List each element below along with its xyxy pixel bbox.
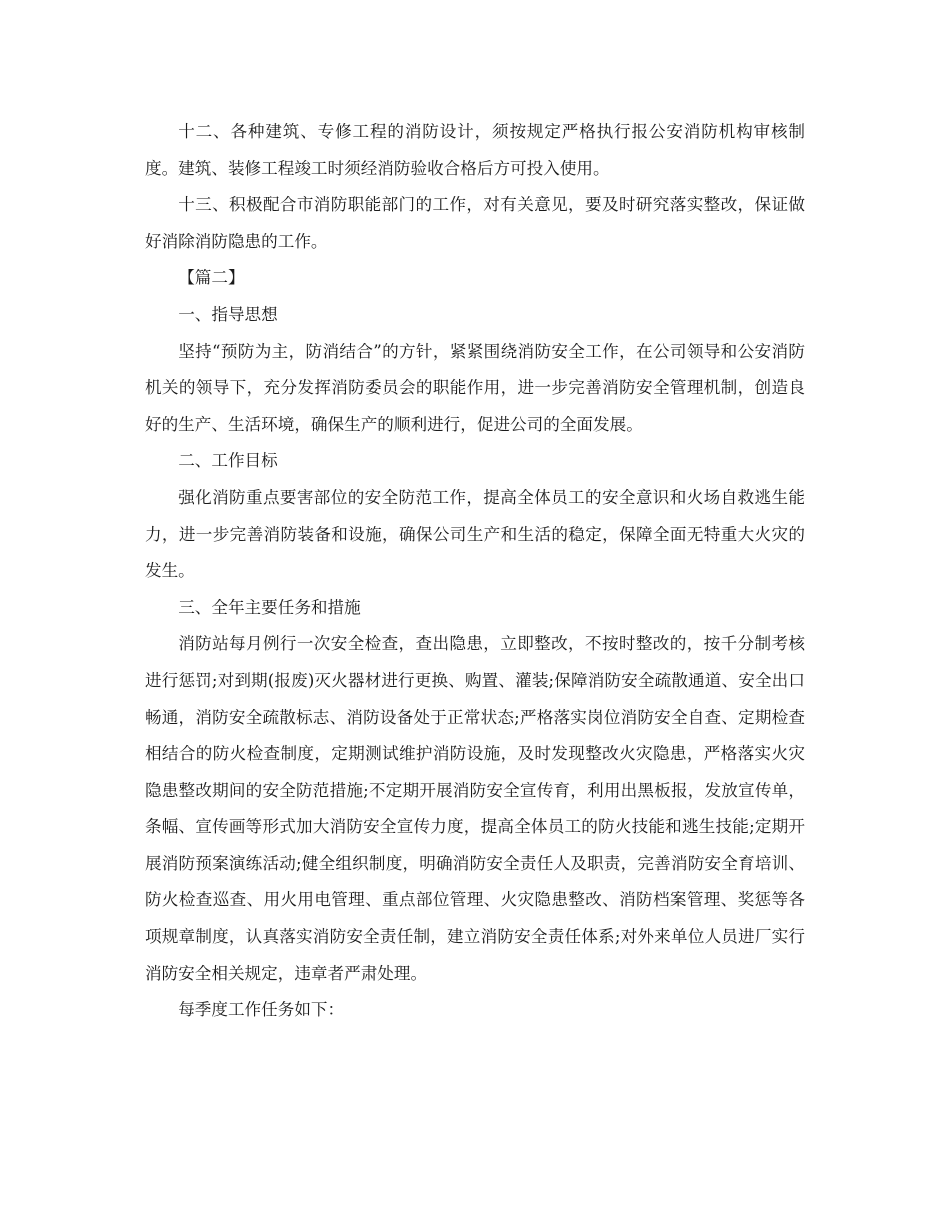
heading-annual-tasks: 三、全年主要任务和措施 [178, 597, 361, 617]
heading-guiding-thought: 一、指导思想 [178, 304, 278, 324]
paragraph-work-goals: 强化消防重点要害部位的安全防范工作，提高全体员工的安全意识和火场自救逃生能力，进一步完善消防装备和设施，确保公司生产和生活的稳定，保障全面无特重大火灾的发生。 [145, 487, 805, 581]
paragraph-quarterly-intro: 每季度工作任务如下： [178, 1000, 345, 1020]
paragraph-annual-tasks: 消防站每月例行一次安全检查，查出隐患，立即整改，不按时整改的，按千分制考核进行惩罚;对到期(报废)灭火器材进行更换、购置、灌装;保障消防安全疏散通道、安全出口畅通，消防安全疏散标志、消防设备处于正常状态;严格落实岗位消防安全自查、定期检查相结合的防火检查制度，定期测试维护消防设施，及时发现整改火灾隐患，严格落实火灾隐患整改期间的安全防范措施;不定期开展消防安全宣传育，利用出黑板报，发放宣传单，条幅、宣传画等形式加大消防安全宣传力度，提高全体员工的防火技能和逃生技能;定期开展消防预案演练活动;健全组织制度，明确消防安全责任人及职责，完善消防安全育培训、防火检查巡查、用火用电管理、重点部位管理、火灾隐患整改、消防档案管理、奖惩等各项规章制度，认真落实消防安全责任制，建立消防安全责任体系;对外来单位人员进厂实行消防安全相关规定，违章者严肃处理。 [145, 634, 805, 983]
paragraph-item-13: 十三、积极配合市消防职能部门的工作，对有关意见，要及时研究落实整改，保证做好消除消防隐患的工作。 [145, 195, 805, 251]
paragraph-item-12: 十二、各种建筑、专修工程的消防设计，须按规定严格执行报公安消防机构审核制度。建筑、装修工程竣工时须经消防验收合格后方可投入使用。 [145, 122, 805, 178]
heading-work-goals: 二、工作目标 [178, 451, 278, 471]
document-body [145, 114, 805, 1029]
paragraph-guiding-thought: 坚持“预防为主，防消结合”的方针，紧紧围绕消防安全工作，在公司领导和公安消防机关的领导下，充分发挥消防委员会的职能作用，进一步完善消防安全管理机制，创造良好的生产、生活环境，确保生产的顺利进行，促进公司的全面发展。 [145, 341, 805, 434]
section-heading-part-two: 【篇二】 [178, 268, 245, 288]
